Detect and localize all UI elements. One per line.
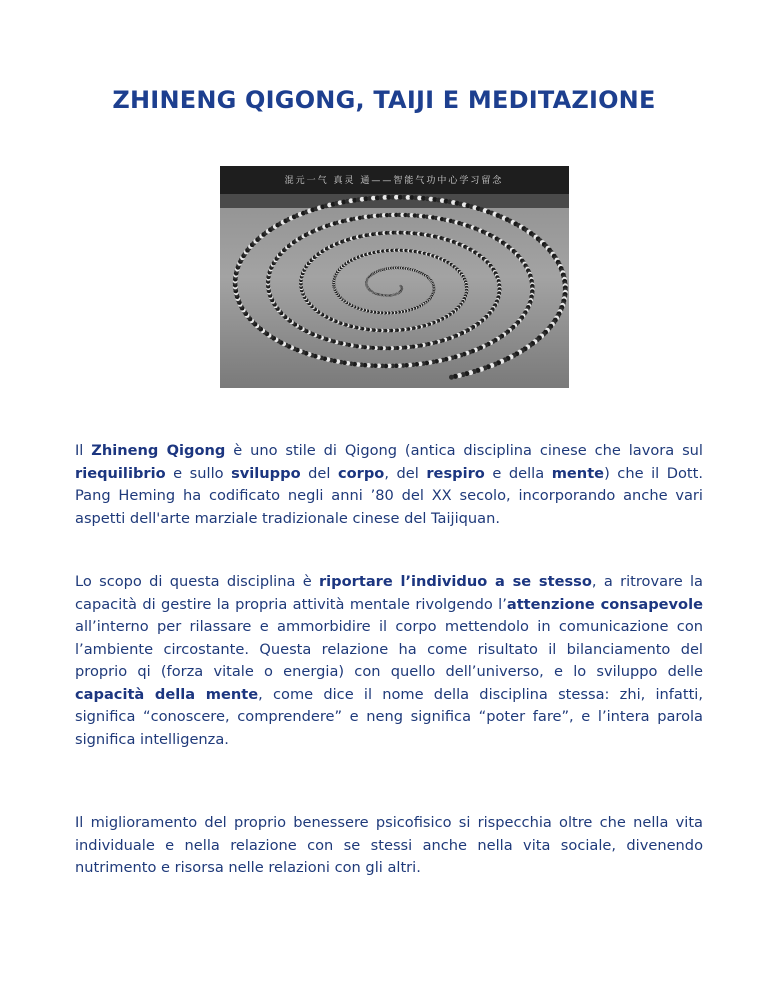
bold-text: corpo (337, 464, 385, 482)
text-run: è uno stile di Qigong (antica disciplina cinese che lavora sul (225, 442, 703, 459)
photo-illustration (220, 166, 569, 388)
text-run: , a ritrovare la capacità di gestire la propria attività mentale rivolgendo l’ (75, 573, 703, 613)
bold-text: Zhineng Qigong (91, 442, 226, 459)
page-title: ZHINENG QIGONG, TAIJI E MEDITAZIONE (112, 86, 656, 114)
bold-text: attenzione consapevole (506, 595, 703, 613)
text-run: Il (75, 442, 92, 459)
text-run: , del (384, 464, 427, 482)
paragraph-2 (75, 571, 703, 751)
text-run: e sullo (165, 464, 232, 482)
bold-text: riportare l’individuo a se stesso (318, 573, 592, 590)
text-run: e della (484, 464, 552, 482)
text-run: ) che il Dott. Pang Heming ha codificato negli anni ’80 del XX secolo, incorporando anche vari aspetti dell'arte marziale tradizionale cinese del Taijiquan. (75, 464, 703, 527)
paragraph-1 (75, 440, 703, 530)
bold-text: capacità della mente (75, 685, 259, 703)
text-run: Il miglioramento del proprio benessere psicofisico si rispecchia oltre che nella vita individuale e nella relazione con se stessi anche nella vita sociale, divenendo nutrimento e risorsa nelle relazioni con gli altri. (75, 814, 703, 876)
person-dot (449, 375, 454, 380)
photo-banner-text: 混元一气 真灵 通——智能气功中心学习留念 (284, 176, 504, 186)
text-run: Lo scopo di questa disciplina è (75, 573, 319, 590)
text-run: del (300, 464, 338, 482)
bold-text: mente (551, 464, 605, 482)
spiral-crowd-photo (220, 166, 569, 388)
text-run: all’interno per rilassare e ammorbidire il corpo mettendolo in comunicazione con l’ambiente circostante. Questa relazione ha come risultato il bilanciamento del proprio qi (forza vitale o energia) con quello dell’universo, e lo sviluppo delle (75, 618, 703, 680)
bold-text: respiro (426, 464, 485, 482)
paragraph-3 (75, 812, 703, 880)
text-run: , come dice il nome della disciplina stessa: zhi, infatti, significa “conoscere, comprendere” e neng significa “poter fare”, e l’intera parola significa intelligenza. (75, 685, 704, 748)
bold-text: riequilibrio (75, 464, 166, 482)
bold-text: sviluppo (231, 464, 301, 482)
